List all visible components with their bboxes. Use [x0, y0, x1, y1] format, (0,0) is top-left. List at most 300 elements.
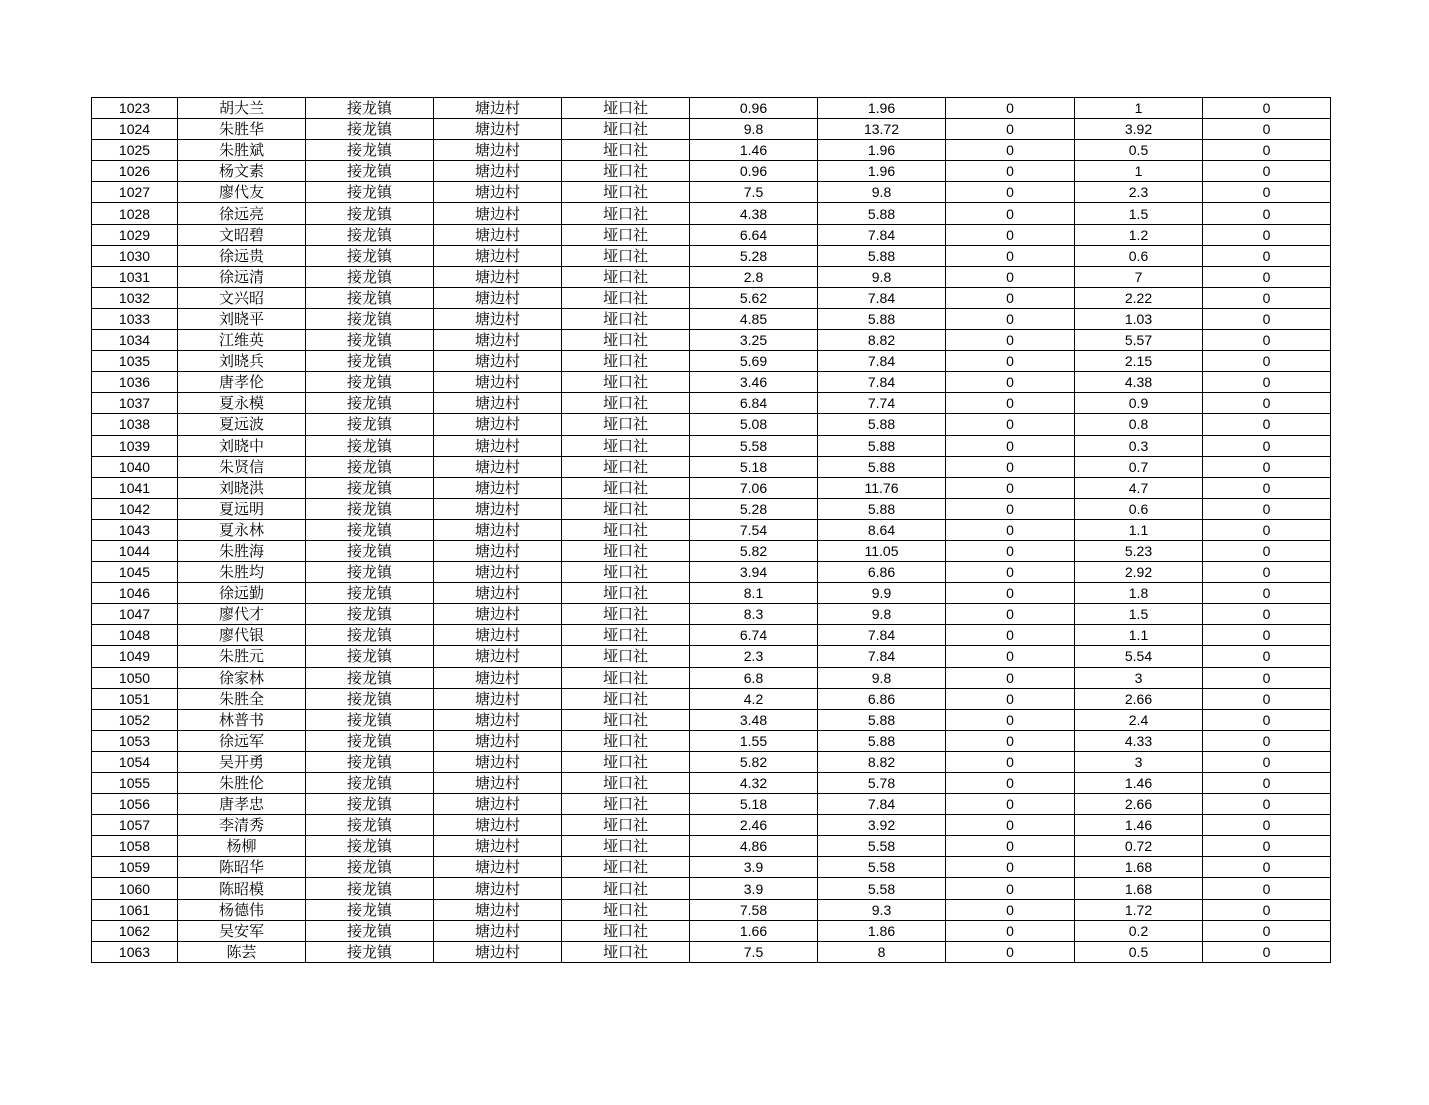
- value-a-cell: 3.46: [690, 372, 818, 393]
- table-body: [92, 98, 1331, 963]
- value-c-cell: 0: [946, 182, 1075, 203]
- village-cell: 塘边村: [434, 161, 562, 182]
- name-cell: 徐远亮: [178, 203, 306, 224]
- name-cell: 杨文素: [178, 161, 306, 182]
- value-e-cell: 0: [1203, 266, 1331, 287]
- value-c-cell: 0: [946, 414, 1075, 435]
- value-b-cell: 5.88: [818, 730, 946, 751]
- value-d-cell: 1.68: [1075, 878, 1203, 899]
- value-e-cell: 0: [1203, 119, 1331, 140]
- value-d-cell: 1.2: [1075, 224, 1203, 245]
- value-e-cell: 0: [1203, 878, 1331, 899]
- value-c-cell: 0: [946, 224, 1075, 245]
- town-cell: 接龙镇: [306, 435, 434, 456]
- name-cell: 李清秀: [178, 815, 306, 836]
- value-c-cell: 0: [946, 140, 1075, 161]
- value-c-cell: 0: [946, 688, 1075, 709]
- table-row: [92, 857, 1331, 878]
- id-cell: 1057: [92, 815, 178, 836]
- value-d-cell: 1.1: [1075, 519, 1203, 540]
- town-cell: 接龙镇: [306, 751, 434, 772]
- table-row: [92, 119, 1331, 140]
- value-a-cell: 6.84: [690, 393, 818, 414]
- town-cell: 接龙镇: [306, 709, 434, 730]
- group-cell: 垭口社: [562, 435, 690, 456]
- id-cell: 1029: [92, 224, 178, 245]
- value-e-cell: 0: [1203, 287, 1331, 308]
- value-d-cell: 1.46: [1075, 815, 1203, 836]
- value-e-cell: 0: [1203, 646, 1331, 667]
- value-d-cell: 3: [1075, 667, 1203, 688]
- village-cell: 塘边村: [434, 730, 562, 751]
- id-cell: 1023: [92, 98, 178, 119]
- name-cell: 胡大兰: [178, 98, 306, 119]
- value-e-cell: 0: [1203, 625, 1331, 646]
- village-cell: 塘边村: [434, 794, 562, 815]
- town-cell: 接龙镇: [306, 498, 434, 519]
- value-e-cell: 0: [1203, 308, 1331, 329]
- id-cell: 1025: [92, 140, 178, 161]
- value-c-cell: 0: [946, 435, 1075, 456]
- town-cell: 接龙镇: [306, 815, 434, 836]
- value-a-cell: 3.25: [690, 330, 818, 351]
- table-row: [92, 899, 1331, 920]
- value-e-cell: 0: [1203, 751, 1331, 772]
- value-c-cell: 0: [946, 330, 1075, 351]
- value-a-cell: 7.06: [690, 477, 818, 498]
- table-row: [92, 203, 1331, 224]
- value-a-cell: 9.8: [690, 119, 818, 140]
- value-c-cell: 0: [946, 667, 1075, 688]
- group-cell: 垭口社: [562, 540, 690, 561]
- town-cell: 接龙镇: [306, 477, 434, 498]
- town-cell: 接龙镇: [306, 899, 434, 920]
- value-c-cell: 0: [946, 308, 1075, 329]
- value-b-cell: 5.88: [818, 435, 946, 456]
- village-cell: 塘边村: [434, 308, 562, 329]
- town-cell: 接龙镇: [306, 540, 434, 561]
- town-cell: 接龙镇: [306, 730, 434, 751]
- value-e-cell: 0: [1203, 709, 1331, 730]
- name-cell: 林普书: [178, 709, 306, 730]
- value-b-cell: 5.88: [818, 498, 946, 519]
- table-row: [92, 604, 1331, 625]
- group-cell: 垭口社: [562, 182, 690, 203]
- value-e-cell: 0: [1203, 583, 1331, 604]
- name-cell: 唐孝忠: [178, 794, 306, 815]
- value-a-cell: 1.55: [690, 730, 818, 751]
- town-cell: 接龙镇: [306, 330, 434, 351]
- village-cell: 塘边村: [434, 540, 562, 561]
- value-d-cell: 2.15: [1075, 351, 1203, 372]
- town-cell: 接龙镇: [306, 562, 434, 583]
- name-cell: 吴开勇: [178, 751, 306, 772]
- value-b-cell: 9.8: [818, 667, 946, 688]
- village-cell: 塘边村: [434, 351, 562, 372]
- group-cell: 垭口社: [562, 372, 690, 393]
- table-row: [92, 182, 1331, 203]
- town-cell: 接龙镇: [306, 519, 434, 540]
- table-row: [92, 815, 1331, 836]
- value-d-cell: 0.5: [1075, 941, 1203, 962]
- table-row: [92, 308, 1331, 329]
- value-b-cell: 9.3: [818, 899, 946, 920]
- value-c-cell: 0: [946, 583, 1075, 604]
- value-b-cell: 7.84: [818, 287, 946, 308]
- value-c-cell: 0: [946, 899, 1075, 920]
- value-d-cell: 0.3: [1075, 435, 1203, 456]
- value-b-cell: 7.84: [818, 794, 946, 815]
- name-cell: 杨柳: [178, 836, 306, 857]
- name-cell: 朱胜全: [178, 688, 306, 709]
- value-a-cell: 6.64: [690, 224, 818, 245]
- table-row: [92, 540, 1331, 561]
- id-cell: 1035: [92, 351, 178, 372]
- data-table: [91, 97, 1331, 963]
- value-a-cell: 8.3: [690, 604, 818, 625]
- id-cell: 1044: [92, 540, 178, 561]
- group-cell: 垭口社: [562, 836, 690, 857]
- name-cell: 文兴昭: [178, 287, 306, 308]
- group-cell: 垭口社: [562, 161, 690, 182]
- village-cell: 塘边村: [434, 625, 562, 646]
- name-cell: 刘晓兵: [178, 351, 306, 372]
- value-d-cell: 2.22: [1075, 287, 1203, 308]
- group-cell: 垭口社: [562, 604, 690, 625]
- value-c-cell: 0: [946, 730, 1075, 751]
- value-b-cell: 5.88: [818, 709, 946, 730]
- value-a-cell: 2.3: [690, 646, 818, 667]
- village-cell: 塘边村: [434, 815, 562, 836]
- name-cell: 夏永林: [178, 519, 306, 540]
- town-cell: 接龙镇: [306, 604, 434, 625]
- group-cell: 垭口社: [562, 625, 690, 646]
- value-b-cell: 9.8: [818, 182, 946, 203]
- group-cell: 垭口社: [562, 794, 690, 815]
- value-a-cell: 5.69: [690, 351, 818, 372]
- value-d-cell: 0.8: [1075, 414, 1203, 435]
- value-e-cell: 0: [1203, 98, 1331, 119]
- table-row: [92, 709, 1331, 730]
- value-c-cell: 0: [946, 245, 1075, 266]
- value-c-cell: 0: [946, 878, 1075, 899]
- value-a-cell: 7.58: [690, 899, 818, 920]
- name-cell: 廖代银: [178, 625, 306, 646]
- value-e-cell: 0: [1203, 245, 1331, 266]
- group-cell: 垭口社: [562, 98, 690, 119]
- group-cell: 垭口社: [562, 878, 690, 899]
- value-a-cell: 5.28: [690, 245, 818, 266]
- value-e-cell: 0: [1203, 857, 1331, 878]
- value-a-cell: 4.38: [690, 203, 818, 224]
- value-b-cell: 7.84: [818, 625, 946, 646]
- village-cell: 塘边村: [434, 899, 562, 920]
- value-e-cell: 0: [1203, 330, 1331, 351]
- value-b-cell: 5.58: [818, 878, 946, 899]
- name-cell: 刘晓中: [178, 435, 306, 456]
- village-cell: 塘边村: [434, 498, 562, 519]
- name-cell: 江维英: [178, 330, 306, 351]
- town-cell: 接龙镇: [306, 140, 434, 161]
- value-c-cell: 0: [946, 751, 1075, 772]
- group-cell: 垭口社: [562, 245, 690, 266]
- id-cell: 1031: [92, 266, 178, 287]
- village-cell: 塘边村: [434, 119, 562, 140]
- value-d-cell: 5.54: [1075, 646, 1203, 667]
- value-d-cell: 1.03: [1075, 308, 1203, 329]
- name-cell: 徐远勤: [178, 583, 306, 604]
- value-a-cell: 3.48: [690, 709, 818, 730]
- value-d-cell: 0.5: [1075, 140, 1203, 161]
- value-b-cell: 11.76: [818, 477, 946, 498]
- town-cell: 接龙镇: [306, 351, 434, 372]
- value-e-cell: 0: [1203, 667, 1331, 688]
- value-d-cell: 0.7: [1075, 456, 1203, 477]
- value-d-cell: 4.38: [1075, 372, 1203, 393]
- id-cell: 1058: [92, 836, 178, 857]
- village-cell: 塘边村: [434, 562, 562, 583]
- group-cell: 垭口社: [562, 393, 690, 414]
- value-a-cell: 7.5: [690, 182, 818, 203]
- value-d-cell: 5.23: [1075, 540, 1203, 561]
- value-a-cell: 4.85: [690, 308, 818, 329]
- value-e-cell: 0: [1203, 182, 1331, 203]
- value-b-cell: 1.96: [818, 161, 946, 182]
- id-cell: 1043: [92, 519, 178, 540]
- table-row: [92, 688, 1331, 709]
- group-cell: 垭口社: [562, 815, 690, 836]
- name-cell: 朱胜元: [178, 646, 306, 667]
- name-cell: 徐远军: [178, 730, 306, 751]
- town-cell: 接龙镇: [306, 857, 434, 878]
- id-cell: 1049: [92, 646, 178, 667]
- value-a-cell: 8.1: [690, 583, 818, 604]
- table-row: [92, 140, 1331, 161]
- group-cell: 垭口社: [562, 857, 690, 878]
- town-cell: 接龙镇: [306, 667, 434, 688]
- town-cell: 接龙镇: [306, 920, 434, 941]
- value-a-cell: 3.9: [690, 857, 818, 878]
- name-cell: 朱贤信: [178, 456, 306, 477]
- town-cell: 接龙镇: [306, 182, 434, 203]
- value-e-cell: 0: [1203, 815, 1331, 836]
- village-cell: 塘边村: [434, 456, 562, 477]
- group-cell: 垭口社: [562, 140, 690, 161]
- id-cell: 1032: [92, 287, 178, 308]
- value-b-cell: 1.96: [818, 98, 946, 119]
- table-row: [92, 794, 1331, 815]
- value-e-cell: 0: [1203, 836, 1331, 857]
- value-a-cell: 5.18: [690, 794, 818, 815]
- value-a-cell: 6.74: [690, 625, 818, 646]
- table-row: [92, 730, 1331, 751]
- value-e-cell: 0: [1203, 224, 1331, 245]
- value-d-cell: 1.8: [1075, 583, 1203, 604]
- table-row: [92, 435, 1331, 456]
- group-cell: 垭口社: [562, 773, 690, 794]
- value-c-cell: 0: [946, 941, 1075, 962]
- id-cell: 1053: [92, 730, 178, 751]
- value-e-cell: 0: [1203, 161, 1331, 182]
- value-d-cell: 3: [1075, 751, 1203, 772]
- village-cell: 塘边村: [434, 836, 562, 857]
- town-cell: 接龙镇: [306, 456, 434, 477]
- value-d-cell: 2.4: [1075, 709, 1203, 730]
- value-b-cell: 7.74: [818, 393, 946, 414]
- value-d-cell: 5.57: [1075, 330, 1203, 351]
- village-cell: 塘边村: [434, 98, 562, 119]
- value-c-cell: 0: [946, 815, 1075, 836]
- value-e-cell: 0: [1203, 456, 1331, 477]
- town-cell: 接龙镇: [306, 836, 434, 857]
- id-cell: 1027: [92, 182, 178, 203]
- value-b-cell: 3.92: [818, 815, 946, 836]
- id-cell: 1042: [92, 498, 178, 519]
- id-cell: 1054: [92, 751, 178, 772]
- town-cell: 接龙镇: [306, 266, 434, 287]
- value-c-cell: 0: [946, 519, 1075, 540]
- village-cell: 塘边村: [434, 266, 562, 287]
- value-c-cell: 0: [946, 287, 1075, 308]
- value-b-cell: 1.96: [818, 140, 946, 161]
- value-d-cell: 7: [1075, 266, 1203, 287]
- table-row: [92, 625, 1331, 646]
- value-c-cell: 0: [946, 857, 1075, 878]
- value-b-cell: 9.8: [818, 266, 946, 287]
- value-c-cell: 0: [946, 709, 1075, 730]
- value-e-cell: 0: [1203, 540, 1331, 561]
- village-cell: 塘边村: [434, 330, 562, 351]
- id-cell: 1028: [92, 203, 178, 224]
- value-d-cell: 1: [1075, 161, 1203, 182]
- value-b-cell: 9.9: [818, 583, 946, 604]
- value-b-cell: 5.78: [818, 773, 946, 794]
- id-cell: 1037: [92, 393, 178, 414]
- value-c-cell: 0: [946, 498, 1075, 519]
- village-cell: 塘边村: [434, 203, 562, 224]
- table-row: [92, 414, 1331, 435]
- group-cell: 垭口社: [562, 667, 690, 688]
- value-d-cell: 0.72: [1075, 836, 1203, 857]
- value-a-cell: 7.5: [690, 941, 818, 962]
- group-cell: 垭口社: [562, 203, 690, 224]
- group-cell: 垭口社: [562, 498, 690, 519]
- value-e-cell: 0: [1203, 941, 1331, 962]
- value-a-cell: 5.28: [690, 498, 818, 519]
- town-cell: 接龙镇: [306, 393, 434, 414]
- value-a-cell: 2.8: [690, 266, 818, 287]
- value-b-cell: 7.84: [818, 372, 946, 393]
- village-cell: 塘边村: [434, 287, 562, 308]
- table-row: [92, 372, 1331, 393]
- town-cell: 接龙镇: [306, 941, 434, 962]
- table-row: [92, 287, 1331, 308]
- value-b-cell: 8.64: [818, 519, 946, 540]
- id-cell: 1040: [92, 456, 178, 477]
- name-cell: 廖代才: [178, 604, 306, 625]
- id-cell: 1024: [92, 119, 178, 140]
- value-b-cell: 11.05: [818, 540, 946, 561]
- town-cell: 接龙镇: [306, 878, 434, 899]
- table-row: [92, 751, 1331, 772]
- id-cell: 1051: [92, 688, 178, 709]
- value-b-cell: 5.88: [818, 308, 946, 329]
- village-cell: 塘边村: [434, 583, 562, 604]
- group-cell: 垭口社: [562, 920, 690, 941]
- value-c-cell: 0: [946, 372, 1075, 393]
- town-cell: 接龙镇: [306, 646, 434, 667]
- id-cell: 1052: [92, 709, 178, 730]
- table-row: [92, 224, 1331, 245]
- value-e-cell: 0: [1203, 435, 1331, 456]
- value-b-cell: 8.82: [818, 330, 946, 351]
- group-cell: 垭口社: [562, 941, 690, 962]
- table-row: [92, 562, 1331, 583]
- value-b-cell: 5.58: [818, 857, 946, 878]
- table-row: [92, 351, 1331, 372]
- value-a-cell: 4.86: [690, 836, 818, 857]
- value-d-cell: 1.68: [1075, 857, 1203, 878]
- value-a-cell: 4.2: [690, 688, 818, 709]
- table-row: [92, 836, 1331, 857]
- table-row: [92, 477, 1331, 498]
- value-e-cell: 0: [1203, 899, 1331, 920]
- name-cell: 刘晓洪: [178, 477, 306, 498]
- name-cell: 朱胜斌: [178, 140, 306, 161]
- value-e-cell: 0: [1203, 393, 1331, 414]
- village-cell: 塘边村: [434, 688, 562, 709]
- name-cell: 朱胜伦: [178, 773, 306, 794]
- value-d-cell: 0.2: [1075, 920, 1203, 941]
- value-b-cell: 8: [818, 941, 946, 962]
- table-row: [92, 583, 1331, 604]
- value-b-cell: 7.84: [818, 351, 946, 372]
- group-cell: 垭口社: [562, 646, 690, 667]
- town-cell: 接龙镇: [306, 287, 434, 308]
- id-cell: 1047: [92, 604, 178, 625]
- id-cell: 1026: [92, 161, 178, 182]
- group-cell: 垭口社: [562, 456, 690, 477]
- name-cell: 徐家林: [178, 667, 306, 688]
- group-cell: 垭口社: [562, 709, 690, 730]
- value-e-cell: 0: [1203, 203, 1331, 224]
- value-e-cell: 0: [1203, 498, 1331, 519]
- group-cell: 垭口社: [562, 562, 690, 583]
- village-cell: 塘边村: [434, 920, 562, 941]
- group-cell: 垭口社: [562, 351, 690, 372]
- id-cell: 1062: [92, 920, 178, 941]
- value-a-cell: 0.96: [690, 161, 818, 182]
- value-a-cell: 4.32: [690, 773, 818, 794]
- name-cell: 廖代友: [178, 182, 306, 203]
- value-b-cell: 1.86: [818, 920, 946, 941]
- town-cell: 接龙镇: [306, 161, 434, 182]
- town-cell: 接龙镇: [306, 583, 434, 604]
- village-cell: 塘边村: [434, 182, 562, 203]
- value-d-cell: 4.33: [1075, 730, 1203, 751]
- value-a-cell: 1.66: [690, 920, 818, 941]
- id-cell: 1063: [92, 941, 178, 962]
- value-b-cell: 5.58: [818, 836, 946, 857]
- value-c-cell: 0: [946, 351, 1075, 372]
- value-d-cell: 0.6: [1075, 245, 1203, 266]
- village-cell: 塘边村: [434, 646, 562, 667]
- value-c-cell: 0: [946, 266, 1075, 287]
- town-cell: 接龙镇: [306, 625, 434, 646]
- value-d-cell: 1.72: [1075, 899, 1203, 920]
- value-b-cell: 5.88: [818, 245, 946, 266]
- town-cell: 接龙镇: [306, 688, 434, 709]
